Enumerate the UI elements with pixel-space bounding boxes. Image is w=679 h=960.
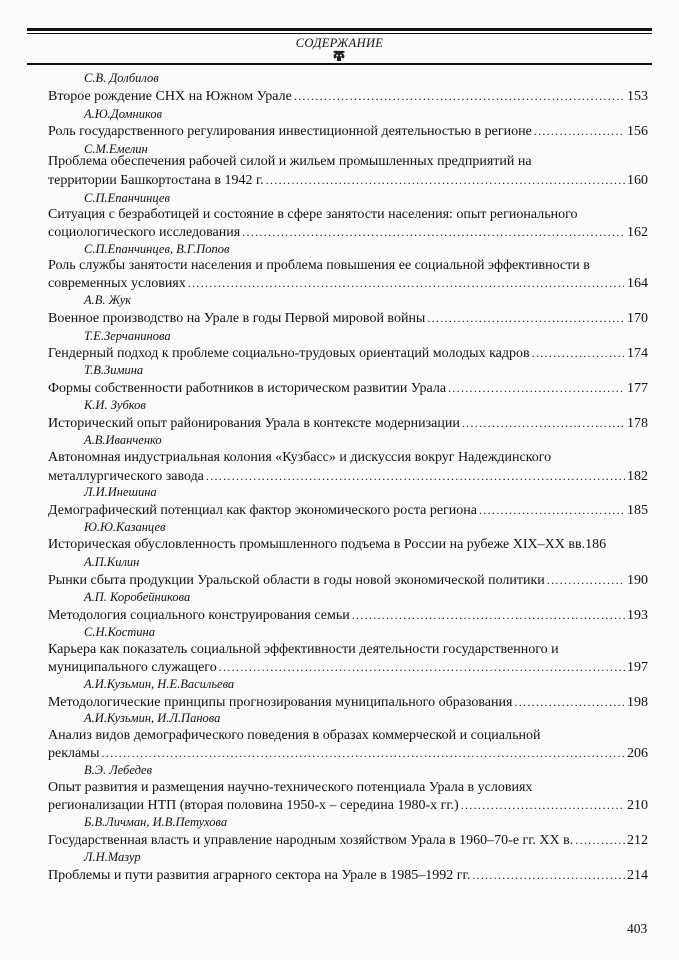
entry-author: К.И. Зубков	[84, 398, 146, 412]
entry-title: Методология социального конструирования семьи	[48, 608, 350, 623]
entry-title-line	[48, 87, 648, 106]
entry-author: В.Э. Лебедев	[84, 763, 153, 777]
entry-author: Т.Е.Зерчанинова	[84, 329, 171, 343]
entry-page-number: 186	[585, 537, 607, 552]
entry-author: А.В. Жук	[84, 293, 132, 307]
dot-leader	[101, 744, 625, 762]
entry-title: Автономная индустриальная колония «Кузбасс» и дискуссия вокруг Надеждинского	[48, 450, 552, 465]
header-rule-bottom	[27, 63, 652, 65]
entry-page-number: 214	[627, 868, 648, 883]
entry-title: территории Башкортостана в 1942 г.	[48, 173, 264, 188]
entry-title-line	[48, 122, 648, 141]
dot-leader	[266, 171, 625, 189]
entry-page-number: 190	[627, 573, 648, 588]
entry-page-number: 206	[627, 746, 648, 761]
entry-title: Демографический потенциал как фактор экономического роста региона	[48, 503, 477, 518]
entry-title-line	[48, 257, 648, 275]
entry-title-line	[48, 641, 648, 659]
dot-leader	[534, 122, 625, 140]
entry-title-line	[48, 744, 648, 763]
dot-leader	[472, 866, 625, 884]
entry-page-number: 156	[627, 124, 648, 139]
dot-leader	[294, 87, 625, 105]
floral-ornament-icon	[332, 50, 346, 62]
entry-author: Л.И.Инешина	[84, 485, 157, 499]
dot-leader	[547, 571, 625, 589]
entry-author: С.П.Епанчинцев, В.Г.Попов	[84, 242, 230, 256]
entry-title-line	[48, 206, 648, 224]
entry-page-number: 198	[627, 695, 648, 710]
entry-title: Формы собственности работников в историческом развитии Урала	[48, 381, 447, 396]
entry-title: рекламы	[48, 746, 100, 761]
entry-title: Проблемы и пути развития аграрного сектора на Урале в 1985–1992 гг.	[48, 868, 471, 883]
entry-title: муниципального служащего	[48, 660, 217, 675]
dot-leader	[532, 344, 625, 362]
running-head: СОДЕРЖАНИЕ	[295, 36, 384, 50]
entry-title: Государственная власть и управление народным хозяйством Урала в 1960–70-е гг. XX в.	[48, 833, 574, 848]
dot-leader	[461, 796, 625, 814]
header-rule-thick	[27, 28, 652, 31]
entry-page-number: 210	[627, 798, 648, 813]
entry-title: Второе рождение СНХ на Южном Урале	[48, 89, 292, 104]
entry-author: А.И.Кузьмин, И.Л.Панова	[84, 711, 221, 725]
entry-page-number: 170	[627, 311, 648, 326]
entry-title-line	[48, 796, 648, 815]
entry-title: Опыт развития и размещения научно-технического потенциала Урала в условиях	[48, 780, 533, 795]
entry-author: Б.В.Личман, И.В.Петухова	[84, 815, 228, 829]
entry-page-number: 182	[627, 469, 648, 484]
dot-leader	[462, 414, 625, 432]
dot-leader	[352, 606, 625, 624]
entry-title: Военное производство на Урале в годы Первой мировой войны	[48, 311, 426, 326]
entry-page-number: 174	[627, 346, 648, 361]
entry-author: Л.Н.Мазур	[84, 850, 141, 864]
entry-title: регионализации НТП (вторая половина 1950-х – середина 1980-х гг.)	[48, 798, 459, 813]
entry-title: Историческая обусловленность промышленного подъема в России на рубеже XIX–XX вв.	[48, 537, 586, 552]
entry-title-line	[48, 536, 648, 554]
entry-title-line	[48, 779, 648, 797]
entry-author: С.Н.Костина	[84, 625, 155, 639]
entry-page-number: 177	[627, 381, 648, 396]
entry-author: Т.В.Зимина	[84, 363, 144, 377]
dot-leader	[448, 379, 625, 397]
entry-title: Ситуация с безработицей и состояние в сфере занятости населения: опыт регионального	[48, 207, 578, 222]
dot-leader	[242, 223, 625, 241]
entry-page-number: 197	[627, 660, 648, 675]
entry-page-number: 185	[627, 503, 648, 518]
entry-title: металлургического завода	[48, 469, 204, 484]
dot-leader	[514, 693, 625, 711]
entry-title: Гендерный подход к проблеме социально-трудовых ориентаций молодых кадров	[48, 346, 530, 361]
page-number: 403	[627, 921, 648, 936]
entry-title: Проблема обеспечения рабочей силой и жильем промышленных предприятий на	[48, 154, 532, 169]
entry-title: Карьера как показатель социальной эффективности деятельности государственного и	[48, 642, 559, 657]
entry-title-line	[48, 379, 648, 398]
entry-title-line	[48, 171, 648, 190]
entry-page-number: 212	[627, 833, 648, 848]
entry-title-line	[48, 449, 648, 467]
entry-author: Ю.Ю.Казанцев	[84, 520, 166, 534]
entry-title-line	[48, 414, 648, 433]
dot-leader	[479, 501, 625, 519]
entry-title: Роль службы занятости населения и проблема повышения ее социальной эффективности в	[48, 258, 590, 273]
entry-title-line	[48, 344, 648, 363]
dot-leader	[206, 467, 625, 485]
entry-title-line	[48, 223, 648, 242]
entry-page-number: 193	[627, 608, 648, 623]
header-rule-thin	[27, 33, 652, 34]
entry-title: Методологические принципы прогнозирования муниципального образования	[48, 695, 513, 710]
entry-title-line	[48, 658, 648, 677]
dot-leader	[188, 274, 625, 292]
entry-author: А.И.Кузьмин, Н.Е.Васильева	[84, 677, 235, 691]
entry-author: А.П.Килин	[84, 555, 140, 569]
entry-title-line	[48, 831, 648, 850]
entry-title: Исторический опыт районирования Урала в контексте модернизации	[48, 416, 460, 431]
dot-leader	[575, 831, 625, 849]
entry-title-line	[48, 571, 648, 590]
dot-leader	[219, 658, 625, 676]
entry-author: С.М.Емелин	[84, 142, 148, 156]
entry-title-line	[48, 274, 648, 293]
entry-page-number: 178	[627, 416, 648, 431]
entry-title: Рынки сбыта продукции Уральской области в годы новой экономической политики	[48, 573, 545, 588]
dot-leader	[427, 309, 625, 327]
entry-title: современных условиях	[48, 276, 186, 291]
entry-title-line	[48, 606, 648, 625]
entry-title: Анализ видов демографического поведения в образах коммерческой и социальной	[48, 728, 541, 743]
entry-title-line	[48, 727, 648, 745]
entry-page-number: 164	[627, 276, 648, 291]
entry-page-number: 160	[627, 173, 648, 188]
entry-title-line	[48, 866, 648, 885]
entry-author: А.П. Коробейникова	[84, 590, 191, 604]
entry-author: А.В.Иванченко	[84, 433, 162, 447]
entry-title-line	[48, 153, 648, 171]
entry-title-line	[48, 309, 648, 328]
entry-author: А.Ю.Домников	[84, 107, 162, 121]
entry-author: С.П.Епанчинцев	[84, 191, 170, 205]
entry-page-number: 162	[627, 225, 648, 240]
entry-page-number: 153	[627, 89, 648, 104]
entry-title: социологического исследования	[48, 225, 241, 240]
entry-author: С.В. Долбилов	[84, 71, 159, 85]
entry-title: Роль государственного регулирования инвестиционной деятельностью в регионе	[48, 124, 532, 139]
entry-title-line	[48, 501, 648, 520]
